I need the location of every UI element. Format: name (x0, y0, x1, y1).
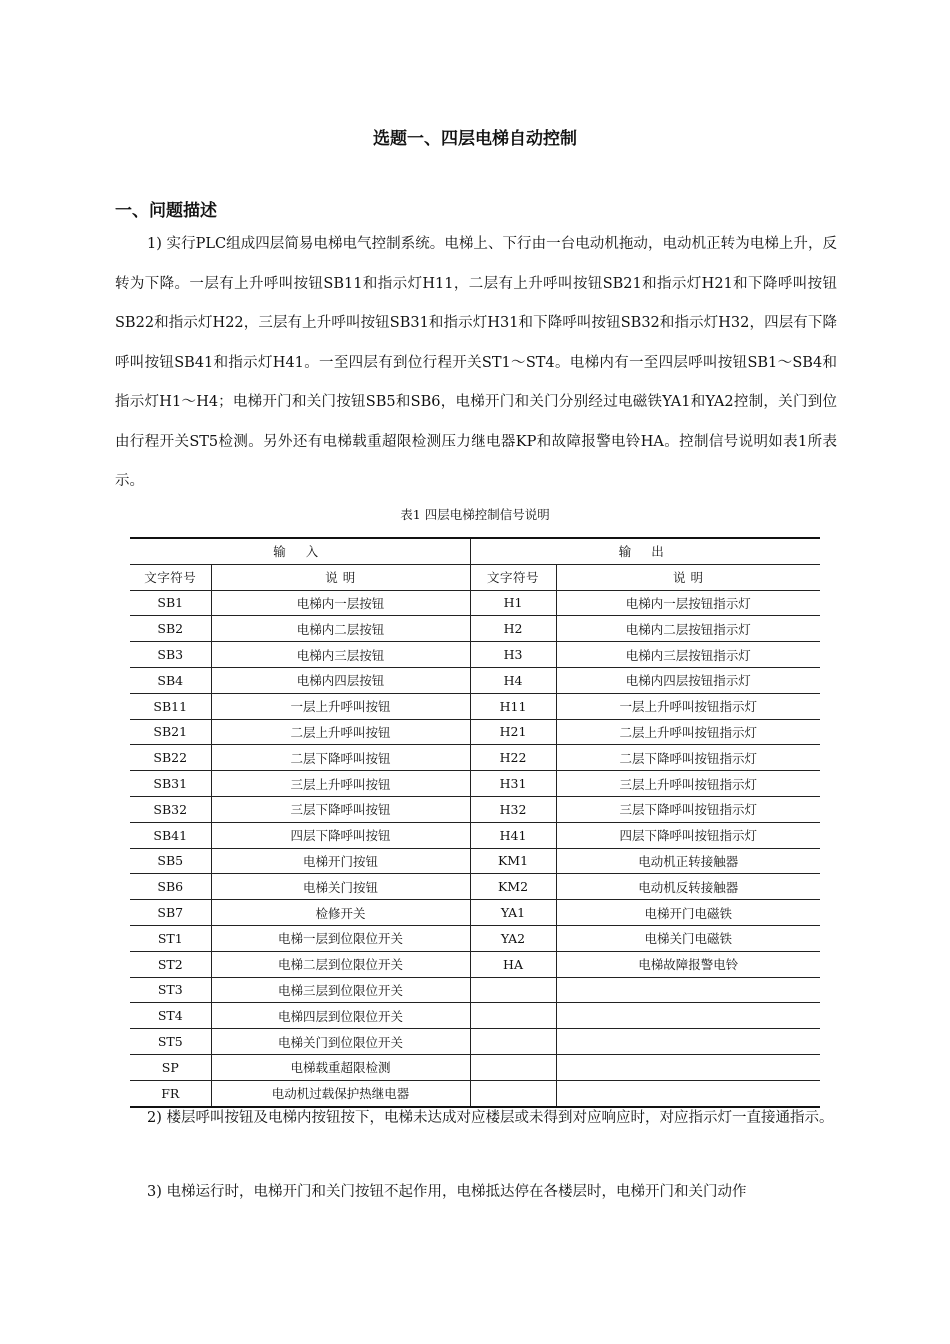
output-symbol-cell: H2 (470, 616, 556, 642)
input-symbol-cell: SB2 (130, 616, 211, 642)
table-row (130, 1029, 820, 1055)
table-row (130, 951, 820, 977)
input-desc-cell: 一层上升呼叫按钮 (211, 693, 470, 719)
output-symbol-cell (470, 1054, 556, 1080)
input-desc-cell: 电梯载重超限检测 (211, 1054, 470, 1080)
output-symbol-cell: KM1 (470, 848, 556, 874)
input-symbol-cell: SB41 (130, 822, 211, 848)
table-row (130, 590, 820, 616)
output-symbol-cell: H4 (470, 667, 556, 693)
table-column-header-row (130, 564, 820, 590)
input-desc-cell: 电梯内三层按钮 (211, 642, 470, 668)
output-symbol-cell (470, 1003, 556, 1029)
input-desc-cell: 二层下降呼叫按钮 (211, 745, 470, 771)
input-desc-cell: 电梯内一层按钮 (211, 590, 470, 616)
input-desc-cell: 电动机过载保护热继电器 (211, 1080, 470, 1106)
output-desc-cell: 三层下降呼叫按钮指示灯 (556, 796, 820, 822)
table-row (130, 796, 820, 822)
input-symbol-cell: SB21 (130, 719, 211, 745)
table-row (130, 719, 820, 745)
table-row (130, 822, 820, 848)
output-desc-cell: 电动机反转接触器 (556, 874, 820, 900)
input-symbol-cell: SB3 (130, 642, 211, 668)
input-desc-header: 说 明 (211, 564, 470, 590)
input-desc-cell: 电梯关门按钮 (211, 874, 470, 900)
input-desc-cell: 三层下降呼叫按钮 (211, 796, 470, 822)
output-symbol-cell: H32 (470, 796, 556, 822)
output-symbol-cell: H31 (470, 771, 556, 797)
input-symbol-cell: ST2 (130, 951, 211, 977)
table-row (130, 977, 820, 1003)
input-desc-cell: 电梯二层到位限位开关 (211, 951, 470, 977)
table-row (130, 667, 820, 693)
output-symbol-cell: H11 (470, 693, 556, 719)
input-symbol-cell: ST1 (130, 925, 211, 951)
input-desc-cell: 检修开关 (211, 900, 470, 926)
output-desc-cell: 电梯关门电磁铁 (556, 925, 820, 951)
input-desc-cell: 电梯内二层按钮 (211, 616, 470, 642)
table-group-header-row (130, 538, 820, 564)
output-desc-cell: 三层上升呼叫按钮指示灯 (556, 771, 820, 797)
input-symbol-cell: SB32 (130, 796, 211, 822)
table-row (130, 616, 820, 642)
input-desc-cell: 四层下降呼叫按钮 (211, 822, 470, 848)
table-row (130, 1054, 820, 1080)
table-row (130, 900, 820, 926)
output-symbol-cell: H41 (470, 822, 556, 848)
input-group-header: 输 入 (130, 538, 470, 564)
input-symbol-cell: SB22 (130, 745, 211, 771)
output-desc-cell: 电梯内四层按钮指示灯 (556, 667, 820, 693)
output-desc-cell (556, 1029, 820, 1055)
input-symbol-cell: SP (130, 1054, 211, 1080)
table-row (130, 925, 820, 951)
output-desc-cell: 一层上升呼叫按钮指示灯 (556, 693, 820, 719)
input-desc-cell: 电梯四层到位限位开关 (211, 1003, 470, 1029)
paragraph-1: 1) 实行PLC组成四层简易电梯电气控制系统。电梯上、下行由一台电动机拖动，电动机正转为电梯上升，反转为下降。一层有上升呼叫按钮SB11和指示灯H11，二层有上升呼叫按钮SB21和指示灯H21和下降呼叫按钮SB22和指示灯H22，三层有上升呼叫按钮SB31和指示灯H31和下降呼叫按钮SB32和指示灯H32，四层有下降呼叫按钮SB41和指示灯H41。一至四层有到位行程开关ST1～ST4。电梯内有一至四层呼叫按钮SB1～SB4和指示灯H1～H4；电梯开门和关门按钮SB5和SB6，电梯开门和关门分别经过电磁铁YA1和YA2控制，关门到位由行程开关ST5检测。另外还有电梯载重超限检测压力继电器KP和故障报警电铃HA。控制信号说明如表1所表示。 (115, 236, 837, 489)
input-symbol-cell: SB5 (130, 848, 211, 874)
input-symbol-header: 文字符号 (130, 564, 211, 590)
output-desc-cell: 四层下降呼叫按钮指示灯 (556, 822, 820, 848)
input-symbol-cell: SB6 (130, 874, 211, 900)
input-desc-cell: 电梯一层到位限位开关 (211, 925, 470, 951)
output-symbol-header: 文字符号 (470, 564, 556, 590)
output-symbol-cell (470, 1029, 556, 1055)
input-desc-cell: 电梯关门到位限位开关 (211, 1029, 470, 1055)
output-desc-cell (556, 1003, 820, 1029)
output-desc-header: 说 明 (556, 564, 820, 590)
output-desc-cell: 电动机正转接触器 (556, 848, 820, 874)
output-symbol-cell: YA1 (470, 900, 556, 926)
input-symbol-cell: SB11 (130, 693, 211, 719)
input-desc-cell: 电梯三层到位限位开关 (211, 977, 470, 1003)
table-row (130, 848, 820, 874)
output-symbol-cell (470, 977, 556, 1003)
input-symbol-cell: SB7 (130, 900, 211, 926)
table-row (130, 771, 820, 797)
input-desc-cell: 电梯内四层按钮 (211, 667, 470, 693)
table-row (130, 693, 820, 719)
paragraph-3: 3) 电梯运行时，电梯开门和关门按钮不起作用，电梯抵达停在各楼层时，电梯开门和关门动作 (147, 1184, 747, 1200)
table-row (130, 1003, 820, 1029)
output-desc-cell: 电梯内一层按钮指示灯 (556, 590, 820, 616)
input-symbol-cell: SB4 (130, 667, 211, 693)
input-desc-cell: 电梯开门按钮 (211, 848, 470, 874)
input-symbol-cell: ST5 (130, 1029, 211, 1055)
output-desc-cell: 二层上升呼叫按钮指示灯 (556, 719, 820, 745)
table-row (130, 874, 820, 900)
table-row (130, 745, 820, 771)
output-desc-cell (556, 1054, 820, 1080)
table-caption: 表1 四层电梯控制信号说明 (400, 507, 550, 522)
output-desc-cell: 电梯开门电磁铁 (556, 900, 820, 926)
input-symbol-cell: SB31 (130, 771, 211, 797)
signal-table-body (130, 538, 820, 1107)
section-heading: 一、问题描述 (115, 201, 217, 221)
signal-table (130, 537, 820, 1108)
input-desc-cell: 二层上升呼叫按钮 (211, 719, 470, 745)
output-desc-cell: 二层下降呼叫按钮指示灯 (556, 745, 820, 771)
output-desc-cell: 电梯内三层按钮指示灯 (556, 642, 820, 668)
input-desc-cell: 三层上升呼叫按钮 (211, 771, 470, 797)
output-symbol-cell: KM2 (470, 874, 556, 900)
output-symbol-cell: HA (470, 951, 556, 977)
input-symbol-cell: ST3 (130, 977, 211, 1003)
output-desc-cell (556, 977, 820, 1003)
output-symbol-cell: H22 (470, 745, 556, 771)
output-group-header: 输 出 (470, 538, 820, 564)
output-symbol-cell: YA2 (470, 925, 556, 951)
output-desc-cell: 电梯故障报警电铃 (556, 951, 820, 977)
output-desc-cell: 电梯内二层按钮指示灯 (556, 616, 820, 642)
page-title: 选题一、四层电梯自动控制 (373, 129, 577, 149)
input-symbol-cell: ST4 (130, 1003, 211, 1029)
output-symbol-cell: H21 (470, 719, 556, 745)
table-row (130, 642, 820, 668)
output-symbol-cell: H1 (470, 590, 556, 616)
input-symbol-cell: SB1 (130, 590, 211, 616)
input-symbol-cell: FR (130, 1080, 211, 1106)
paragraph-2: 2) 楼层呼叫按钮及电梯内按钮按下，电梯未达成对应楼层或未得到对应响应时，对应指示灯一直接通指示。 (147, 1110, 834, 1126)
output-symbol-cell: H3 (470, 642, 556, 668)
